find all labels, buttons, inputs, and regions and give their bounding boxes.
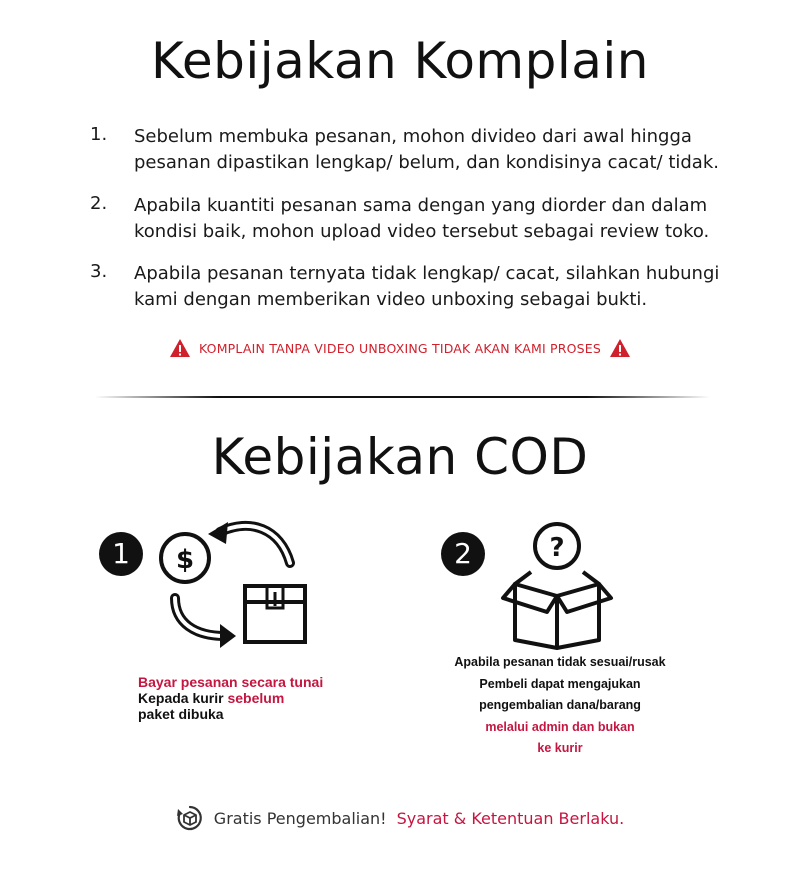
question-box-icon	[497, 520, 617, 650]
terms-link[interactable]: Syarat & Ketentuan Berlaku.	[396, 808, 625, 828]
free-return-footer	[0, 804, 800, 832]
cash-to-package-icon	[150, 518, 320, 648]
step-1-line-3: paket dibuka	[138, 706, 224, 722]
section-divider	[95, 396, 710, 398]
step-1-caption	[138, 674, 323, 722]
step-1-line-2b: sebelum	[227, 690, 285, 706]
warning-banner	[0, 338, 800, 358]
step-2-line-2: Pembeli dapat mengajukan	[479, 676, 641, 691]
step-2-line-3: pengembalian dana/barang	[479, 698, 641, 712]
step-2-line-4: melalui admin dan bukan	[485, 719, 635, 734]
step-1-line-1: Bayar pesanan secara tunai	[138, 674, 324, 690]
cod-title: Kebijakan COD	[211, 428, 589, 486]
step-2-caption	[430, 652, 690, 760]
step-2-line-1: Apabila pesanan tidak sesuai/rusak	[454, 655, 666, 669]
komplain-title: Kebijakan Komplain	[151, 32, 649, 90]
rule-number: 3.	[90, 261, 108, 282]
step-2-line-5: ke kurir	[537, 741, 583, 755]
warning-text: KOMPLAIN TANPA VIDEO UNBOXING TIDAK AKAN KAMI PROSES	[198, 340, 602, 356]
svg-text:$: $	[175, 545, 195, 575]
rule-number: 2.	[90, 193, 108, 214]
return-box-icon	[176, 804, 204, 832]
warning-icon	[609, 338, 631, 358]
free-return-label: Gratis Pengembalian!	[213, 808, 387, 828]
rule-text: Apabila pesanan ternyata tidak lengkap/ cacat, silahkan hubungi kami dengan memberikan video unboxing sebagai bukti.	[134, 263, 720, 310]
warning-icon	[169, 338, 191, 358]
step-1-line-2a: Kepada kurir	[138, 690, 224, 706]
rule-number: 1.	[90, 124, 108, 145]
step-2-badge: 2	[441, 532, 485, 576]
rule-text: Apabila kuantiti pesanan sama dengan yang diorder dan dalam kondisi baik, mohon upload video tersebut sebagai review toko.	[134, 195, 710, 242]
svg-text:?: ?	[549, 533, 565, 563]
rule-text: Sebelum membuka pesanan, mohon divideo dari awal hingga pesanan dipastikan lengkap/ belum, dan kondisinya cacat/ tidak.	[134, 126, 719, 173]
step-1-badge: 1	[99, 532, 143, 576]
